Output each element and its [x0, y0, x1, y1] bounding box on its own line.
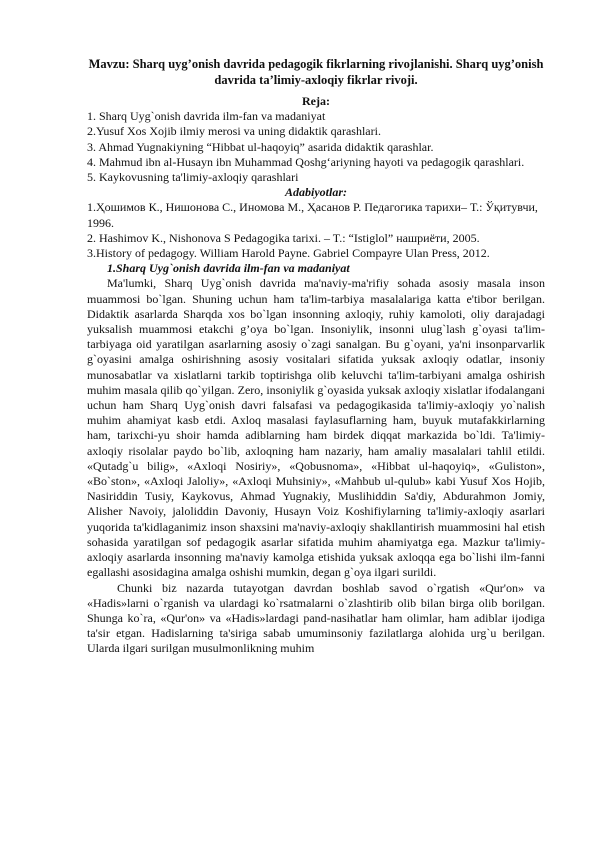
body-paragraph: Chunki biz nazarda tutayotgan davrdan boshlab savod o`rgatish «Qur'on» va «Hadis»larni o`rganish va ulardagi ko`rsatmalarni o`zlashtirib olib bilan birga olib borilgan. Shunga ko`ra, «Qur'on» va «Hadis»lardagi pand-nasihatlar ham olimlar, ham adiblar ijodiga ta'sir etgan. Hadislarning ta'siriga sabab umuminsoniy fazilatlarga alohida urg`u berilgan. Ularda ilgari surilgan musulmonlikning muhim [87, 580, 545, 656]
plan-item: 5. Kaykovusning ta'limiy-axloqiy qarashlari [87, 170, 299, 185]
plan-item: 2.Yusuf Xos Xojib ilmiy merosi va uning didaktik qarashlari. [87, 124, 381, 139]
references-heading: Adabiyotlar: [285, 185, 347, 200]
document-page [87, 56, 545, 657]
plan-item: 3. Ahmad Yugnakiyning “Hibbat ul-haqoyiq” asarida didaktik qarashlar. [87, 139, 434, 154]
section-heading: 1.Sharq Uyg`onish davrida ilm-fan va madaniyat [107, 261, 350, 276]
reference-item: 1.Ҳошимов К., Нишонова С., Иномова М., Ҳасанов Р. Педагогика тарихи– Т.: Ўқитувчи, 1996. [87, 200, 538, 230]
document-title: Mavzu: Sharq uyg’onish davrida pedagogik fikrlarning rivojlanishi. Sharq uyg’onish davrida ta’limiy-axloqiy fikrlar rivoji. [88, 57, 544, 87]
plan-item: 4. Mahmud ibn al-Husayn ibn Muhammad Qoshg‘ariyning hayoti va pedagogik qarashlari. [87, 154, 525, 169]
plan-item: 1. Sharq Uyg`onish davrida ilm-fan va madaniyat [87, 109, 326, 124]
reference-item: 3.History of pedagogy. William Harold Payne. Gabriel Compayre Ulan Press, 2012. [87, 246, 490, 261]
reference-item: 2. Hashimov K., Nishonova S Pedagogika tarixi. – T.: “Istiglol” нашриёти, 2005. [87, 230, 480, 245]
plan-heading: Reja: [302, 94, 330, 108]
body-paragraph: Ma'lumki, Sharq Uyg`onish davrida ma'naviy-ma'rifiy sohada asosiy masala inson muammosi bo`lgan. Shuning uchun ham ta'lim-tarbiya masalalariga katta e'tibor berilgan. Didaktik asarlarda Sharqda xos bo`lgan insonning axloqiy, ruhiy kamoloti, oliy darajadagi yuksalish muammosi etakchi g’oya bo`lgan. Insoniylik, insonni ulug`lash g`oyasi ta'lim-tarbiyaga oid yaratilgan asarlarning asosiy o`zagi sanalgan. Bu g`oyani, ya'ni insonparvarlik g`oyasini amalga oshirishning asosiy vositalari sifatida yuksak axloqiy odatlar, insoniy munosabatlar va xislatlarni tarkib toptirishga olib keluvchi ta'lim-tarbiyani amalga oshirish muhim masala qilib qo`yilgan. Zero, insoniylik g`oyasida yuksak axloqiy xislatlar ifodalangani uchun ham Sharq Uyg`onish davri falsafasi va pedagogikasida ta'limiy-axloqiy yo`nalish muhim ahamiyat kasb etdi. Axloq masalasi faylasuflarning ham, buyuk mutafakkirlarning ham, tarixchi-yu shoir hamda adiblarning ham birdek diqqat markazida bo`ldi. Ta'limiy-axloqiy risolalar paydo bo`lib, axloqning ham nazariy, ham amaliy masalalari tahlil etildi. «Qutadg`u bilig», «Axloqi Nosiriy», «Qobusnoma», «Hibbat ul-haqoyiq», «Guliston», «Bo`ston», «Axloqi Jaloliy», «Axloqi Muhsiniy», «Mahbub ul-qulub» kabi Yusuf Xos Hojib, Nasiriddin Tusiy, Kaykovus, Ahmad Yugnakiy, Muslihiddin Sa'diy, Abdurahmon Jomiy, Alisher Navoiy, jaloliddin Davoniy, Husayn Voiz Koshifiylarning ta'limiy-axloqiy asarlari yuqorida ta'kidlaganimiz inson shaxsini ma'naviy-axloqiy shakllantirish muammosini hal etish sohasida yaratilgan sof pedagogik asarlar sifatida muhim ahamiyatga ega. Mazkur ta'limiy-axloqiy asarlarda insonning ma'naviy kamolga etishida yuksak axloqqa ega bo`lishi ilm-fanni egallashi asosidagina amalga oshishi mumkin, degan g`oya ilgari surildi. [87, 276, 545, 580]
